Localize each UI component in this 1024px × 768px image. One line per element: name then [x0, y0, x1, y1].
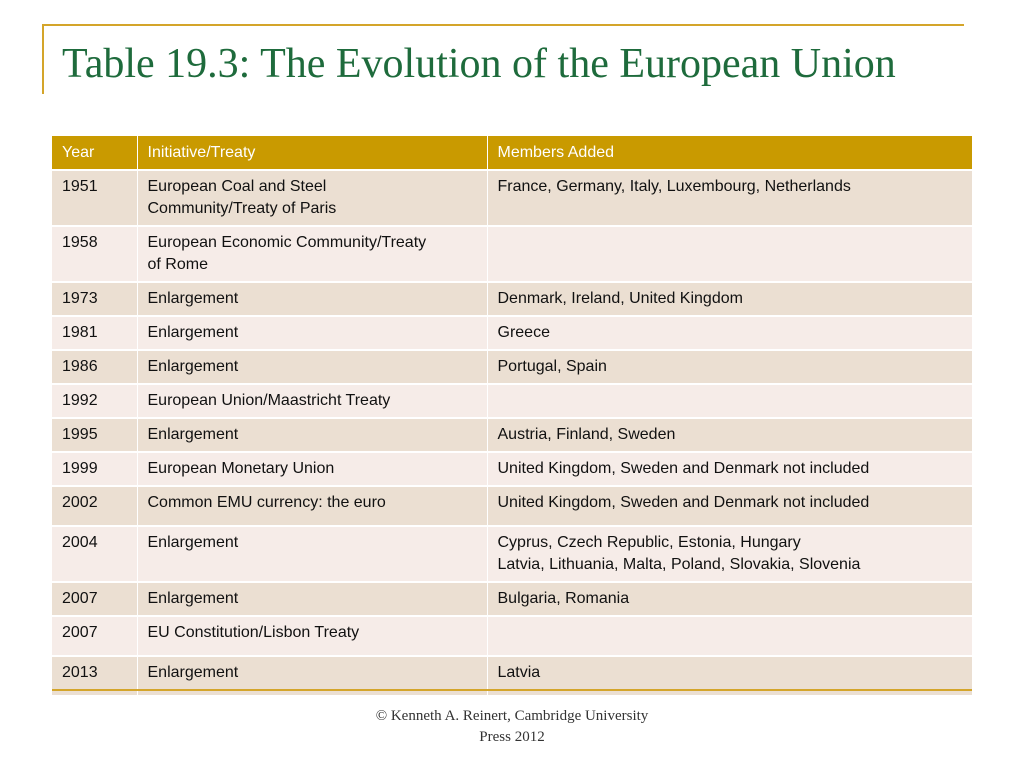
- table-row: [52, 418, 972, 452]
- frame-top-rule: [42, 24, 964, 26]
- year-cell: 1973: [52, 282, 137, 316]
- year-cell: 2007: [52, 582, 137, 616]
- initiative-cell: EU Constitution/Lisbon Treaty: [137, 616, 487, 656]
- year-cell: 1958: [52, 226, 137, 282]
- members-cell: United Kingdom, Sweden and Denmark not included: [487, 486, 972, 526]
- footer-line: © Kenneth A. Reinert, Cambridge University: [375, 708, 649, 724]
- year-cell: 1981: [52, 316, 137, 350]
- header-members: Members Added: [487, 136, 972, 170]
- members-line: Cyprus, Czech Republic, Estonia, Hungary: [497, 534, 801, 551]
- initiative-cell: Enlargement: [137, 582, 487, 616]
- members-cell: [487, 526, 972, 582]
- initiative-cell: European Union/Maastricht Treaty: [137, 384, 487, 418]
- initiative-line: European Economic Community/Treaty: [147, 234, 427, 251]
- members-line: Latvia, Lithuania, Malta, Poland, Slovakia, Slovenia: [497, 556, 861, 573]
- table-row: [52, 486, 972, 526]
- initiative-cell: European Monetary Union: [137, 452, 487, 486]
- members-cell: [487, 384, 972, 418]
- initiative-cell: Enlargement: [137, 656, 487, 696]
- members-cell: [487, 170, 972, 226]
- slide-title: Table 19.3: The Evolution of the European Union: [62, 41, 896, 87]
- header-initiative: Initiative/Treaty: [137, 136, 487, 170]
- initiative-cell: Enlargement: [137, 316, 487, 350]
- eu-evolution-table: [52, 136, 972, 697]
- year-cell: 1999: [52, 452, 137, 486]
- year-cell: 1992: [52, 384, 137, 418]
- members-cell: Portugal, Spain: [487, 350, 972, 384]
- header-year: Year: [52, 136, 137, 170]
- year-cell: 1986: [52, 350, 137, 384]
- table-row: [52, 452, 972, 486]
- members-line: France, Germany, Italy, Luxembourg, Netherlands: [497, 178, 851, 195]
- year-cell: 1995: [52, 418, 137, 452]
- members-cell: [487, 616, 972, 656]
- initiative-cell: Common EMU currency: the euro: [137, 486, 487, 526]
- year-cell: 1951: [52, 170, 137, 226]
- table-row: [52, 582, 972, 616]
- members-cell: Latvia: [487, 656, 972, 696]
- initiative-line: of Rome: [147, 256, 208, 273]
- initiative-line: Community/Treaty of Paris: [147, 200, 337, 217]
- table-row: [52, 316, 972, 350]
- year-cell: 2004: [52, 526, 137, 582]
- table-row: [52, 384, 972, 418]
- initiative-cell: Enlargement: [137, 350, 487, 384]
- table-row: [52, 616, 972, 656]
- members-cell: Greece: [487, 316, 972, 350]
- members-cell: [487, 226, 972, 282]
- table-header-row: [52, 136, 972, 170]
- initiative-cell: Enlargement: [137, 418, 487, 452]
- members-cell: United Kingdom, Sweden and Denmark not included: [487, 452, 972, 486]
- bottom-rule: [52, 689, 972, 691]
- copyright-footer: [312, 706, 712, 748]
- initiative-cell: Enlargement: [137, 526, 487, 582]
- eu-evolution-table-container: [52, 136, 972, 697]
- initiative-cell: Enlargement: [137, 282, 487, 316]
- table-row: [52, 350, 972, 384]
- table-row: [52, 282, 972, 316]
- initiative-line: European Coal and Steel: [147, 178, 327, 195]
- year-cell: 2013: [52, 656, 137, 696]
- table-row: [52, 526, 972, 582]
- initiative-cell: [137, 170, 487, 226]
- members-cell: Bulgaria, Romania: [487, 582, 972, 616]
- year-cell: 2002: [52, 486, 137, 526]
- year-cell: 2007: [52, 616, 137, 656]
- table-row: [52, 170, 972, 226]
- initiative-cell: [137, 226, 487, 282]
- members-cell: Denmark, Ireland, United Kingdom: [487, 282, 972, 316]
- footer-line: Press 2012: [479, 729, 545, 745]
- members-cell: Austria, Finland, Sweden: [487, 418, 972, 452]
- table-row: [52, 226, 972, 282]
- frame-left-rule: [42, 24, 44, 94]
